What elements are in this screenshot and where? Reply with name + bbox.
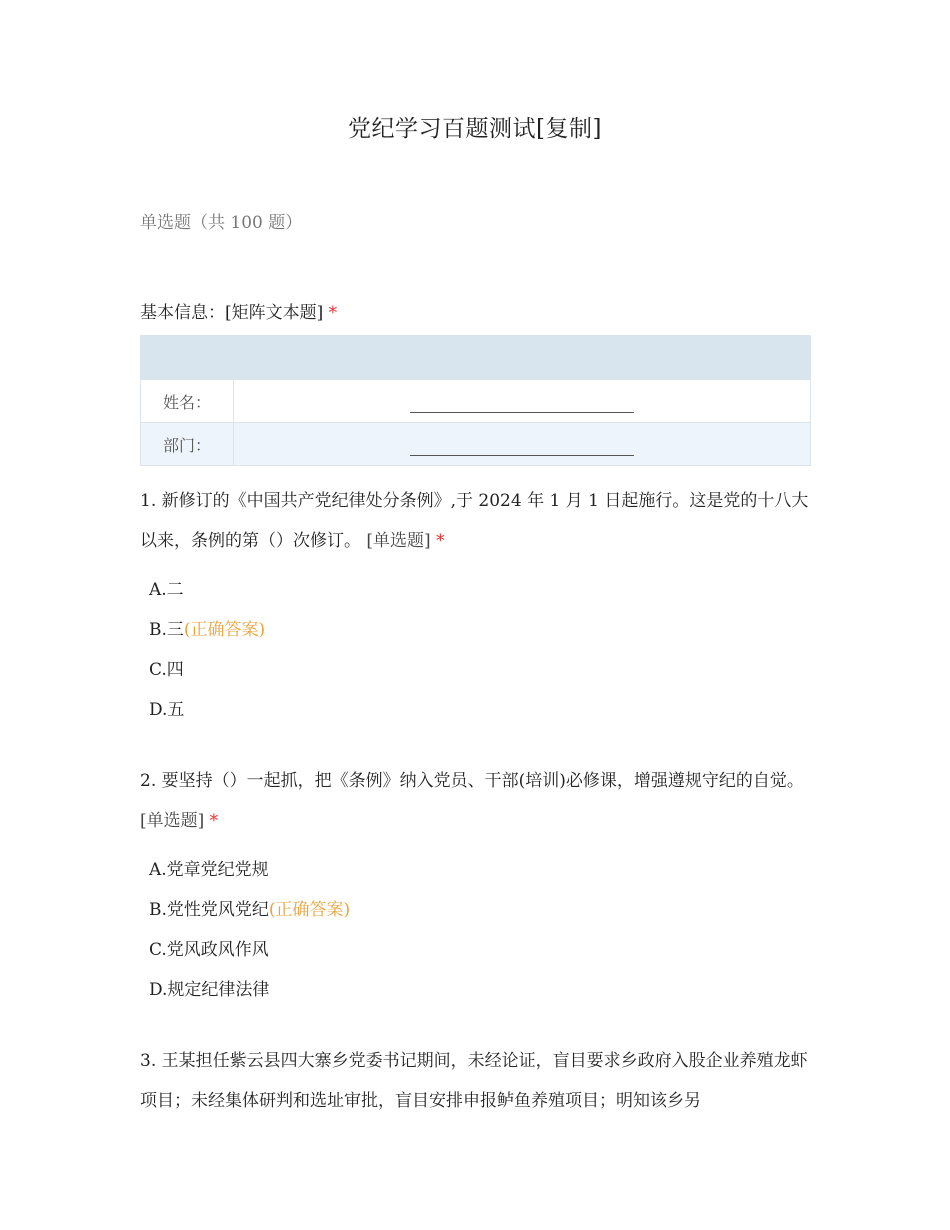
department-label: 部门：	[141, 423, 234, 466]
matrix-row-name	[141, 380, 811, 423]
department-field[interactable]	[410, 433, 634, 456]
question-3-text: 3. 王某担任紫云县四大寨乡党委书记期间，未经论证，盲目要求乡政府入股企业养殖龙虾项目；未经集体研判和选址审批，盲目安排申报鲈鱼养殖项目；明知该乡另	[140, 1051, 808, 1111]
matrix-header-cell	[234, 336, 811, 380]
name-field-cell	[234, 380, 811, 423]
basic-info-text: 基本信息：[矩阵文本题]	[140, 303, 324, 323]
question-2-text: 2. 要坚持（）一起抓，把《条例》纳入党员、干部(培训)必修课，增强遵规守纪的自觉。	[140, 771, 804, 791]
matrix-header-row	[141, 336, 811, 380]
question-3	[140, 1041, 812, 1121]
question-1-text: 1. 新修订的《中国共产党纪律处分条例》,于 2024 年 1 月 1 日起施行。这是党的十八大以来，条例的第（）次修订。	[140, 491, 809, 551]
question-1-option-d: D.五	[149, 700, 185, 720]
required-mark: *	[436, 531, 445, 551]
name-label: 姓名：	[141, 380, 234, 423]
question-2-option-b: B.党性党风党纪(正确答案)	[149, 900, 351, 920]
basic-info-label	[140, 298, 337, 323]
question-1-type: [单选题]	[366, 531, 431, 551]
question-1-option-b: B.三(正确答案)	[149, 620, 266, 640]
required-mark: *	[328, 303, 338, 323]
question-1-option-c: C.四	[149, 660, 184, 680]
question-2-option-c: C.党风政风作风	[149, 940, 269, 960]
matrix-row-department	[141, 423, 811, 466]
correct-answer-label: (正确答案)	[183, 620, 266, 640]
question-2-option-d: D.规定纪律法律	[149, 980, 270, 1000]
section-heading: 单选题（共 100 题）	[140, 213, 303, 233]
survey-title: 党纪学习百题测试[复制]	[348, 116, 602, 142]
name-field[interactable]	[410, 390, 634, 413]
basic-info-matrix	[140, 335, 811, 466]
required-mark: *	[209, 811, 219, 831]
question-1	[140, 481, 812, 561]
correct-answer-label: (正确答案)	[268, 900, 351, 920]
question-2-type: [单选题]	[140, 811, 205, 831]
question-2	[140, 761, 812, 841]
question-1-option-a: A.二	[149, 580, 184, 600]
matrix-header-cell	[141, 336, 234, 380]
question-2-option-a: A.党章党纪党规	[149, 860, 269, 880]
department-field-cell	[234, 423, 811, 466]
